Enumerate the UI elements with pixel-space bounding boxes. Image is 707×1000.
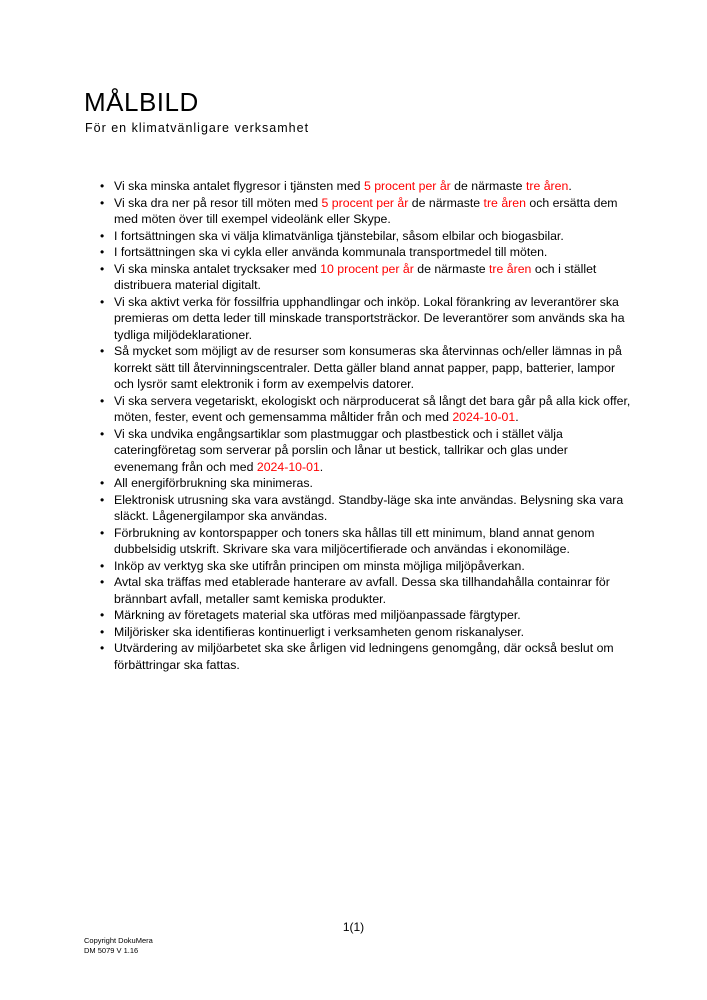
list-item xyxy=(100,261,635,294)
list-item-text: Vi ska dra ner på resor till möten med xyxy=(114,195,322,210)
list-item-text: Vi ska servera vegetariskt, ekologiskt och närproducerat så långt det bara går på alla kick offer, möten, fester, event och gemensamma måltider från och med xyxy=(114,393,631,424)
highlighted-text: 2024-10-01 xyxy=(452,410,516,424)
footer-copyright: Copyright DokuMera xyxy=(84,936,153,945)
highlighted-text: tre åren xyxy=(525,179,569,193)
bullet-icon: • xyxy=(100,393,105,408)
list-item xyxy=(100,492,635,525)
bullet-icon: • xyxy=(100,344,105,358)
list-item xyxy=(100,475,635,492)
list-item xyxy=(100,195,635,228)
highlighted-text: 5 procent per år xyxy=(321,195,409,210)
list-item-text: Elektronisk utrusning ska vara avstängd. Standby-läge ska inte användas. Belysning ska vara släckt. Lågenergilampor ska användas. xyxy=(114,492,624,523)
list-item xyxy=(100,294,635,344)
list-item-text: och i stället distribuera material digitalt. xyxy=(114,261,597,292)
list-item-text: . xyxy=(319,459,324,474)
page-title: MÅLBILD xyxy=(84,87,199,117)
list-item xyxy=(100,525,635,558)
bullet-icon: • xyxy=(100,426,105,441)
list-item-text: I fortsättningen ska vi cykla eller använda kommunala transportmedel till möten. xyxy=(114,245,548,259)
list-item xyxy=(100,343,635,393)
list-item-text: All energiförbrukning ska minimeras. xyxy=(114,476,313,490)
bullet-icon: • xyxy=(100,558,105,573)
highlighted-text: tre åren xyxy=(483,195,526,210)
bullet-icon: • xyxy=(100,575,105,589)
list-item-text: de närmaste xyxy=(413,261,490,276)
bullet-icon: • xyxy=(100,624,105,639)
list-item-text: Så mycket som möjligt av de resurser som konsumeras ska återvinnas och/eller lämnas in på korrekt sätt till återvinningscentraler. Detta gäller bland annat papper, papp, batterier, lampor och lysrör samt elektronik i form av exempelvis datorer. xyxy=(114,344,622,391)
highlighted-text: 10 procent per år xyxy=(320,261,414,276)
highlighted-text: 2024-10-01 xyxy=(256,459,320,474)
list-item-text: Vi ska undvika engångsartiklar som plastmuggar och plastbestick och i stället välja cateringföretag som serverar på porslin och lånar ut bestick, tallrikar och glas under evenemang från och med xyxy=(114,426,568,474)
goal-list xyxy=(100,178,635,673)
bullet-icon: • xyxy=(100,608,105,622)
bullet-icon: • xyxy=(100,492,105,507)
bullet-icon: • xyxy=(100,195,105,210)
list-item-text: Avtal ska träffas med etablerade hanterare av avfall. Dessa ska tillhandahålla containrar för brännbart avfall, metaller samt kemiska produkter. xyxy=(114,575,610,606)
bullet-icon: • xyxy=(100,228,105,243)
list-item-text: Vi ska minska antalet flygresor i tjänsten med xyxy=(114,179,364,193)
footer xyxy=(84,936,153,956)
list-item xyxy=(100,178,635,195)
list-item xyxy=(100,574,635,607)
list-item xyxy=(100,640,635,673)
page-subtitle: För en klimatvänligare verksamhet xyxy=(85,121,310,135)
bullet-icon: • xyxy=(100,476,105,490)
list-item-text: de närmaste xyxy=(450,179,526,193)
list-item-text: Förbrukning av kontorspapper och toners ska hållas till ett minimum, bland annat genom dubbelsidig utskrift. Skrivare ska vara miljöcertifierade och användas i ekonomiläge. xyxy=(114,525,595,556)
list-item xyxy=(100,607,635,624)
list-item xyxy=(100,624,635,641)
footer-doc-id: DM 5079 V 1.16 xyxy=(84,946,139,955)
list-item xyxy=(100,426,635,476)
bullet-icon: • xyxy=(100,245,105,259)
bullet-icon: • xyxy=(100,294,105,309)
list-item-text: Utvärdering av miljöarbetet ska ske årligen vid ledningens genomgång, där också beslut om förbättringar ska fattas. xyxy=(114,641,614,672)
list-item-text: de närmaste xyxy=(408,195,484,210)
list-item-text: Märkning av företagets material ska utföras med miljöanpassade färgtyper. xyxy=(114,608,521,622)
list-item-text: . xyxy=(568,179,572,193)
list-item-text: Miljörisker ska identifieras kontinuerligt i verksamheten genom riskanalyser. xyxy=(114,624,525,639)
list-item xyxy=(100,558,635,575)
bullet-icon: • xyxy=(100,179,105,193)
list-item xyxy=(100,244,635,261)
page-number xyxy=(0,920,707,934)
list-item-text: Vi ska minska antalet trycksaker med xyxy=(114,261,321,276)
bullet-icon: • xyxy=(100,261,105,276)
list-item-text: Vi ska aktivt verka för fossilfria upphandlingar och inköp. Lokal förankring av leverantörer ska premieras om detta leder till minskade transportsträckor. De leverantörer som används ska ha tydliga miljödeklarationer. xyxy=(114,294,625,342)
page-number-label: 1(1) xyxy=(342,920,365,934)
bullet-icon: • xyxy=(100,525,105,540)
bullet-icon: • xyxy=(100,641,105,655)
highlighted-text: tre åren xyxy=(489,261,532,276)
list-item-text: I fortsättningen ska vi välja klimatvänliga tjänstebilar, såsom elbilar och biogasbilar. xyxy=(114,228,564,243)
highlighted-text: 5 procent per år xyxy=(363,179,451,193)
list-item-text: Inköp av verktyg ska ske utifrån principen om minsta möjliga miljöpåverkan. xyxy=(114,558,525,573)
list-item xyxy=(100,393,635,426)
list-item-text: . xyxy=(515,410,519,424)
list-item-text: och ersätta dem med möten över till exempel videolänk eller Skype. xyxy=(114,195,618,226)
list-item xyxy=(100,228,635,245)
